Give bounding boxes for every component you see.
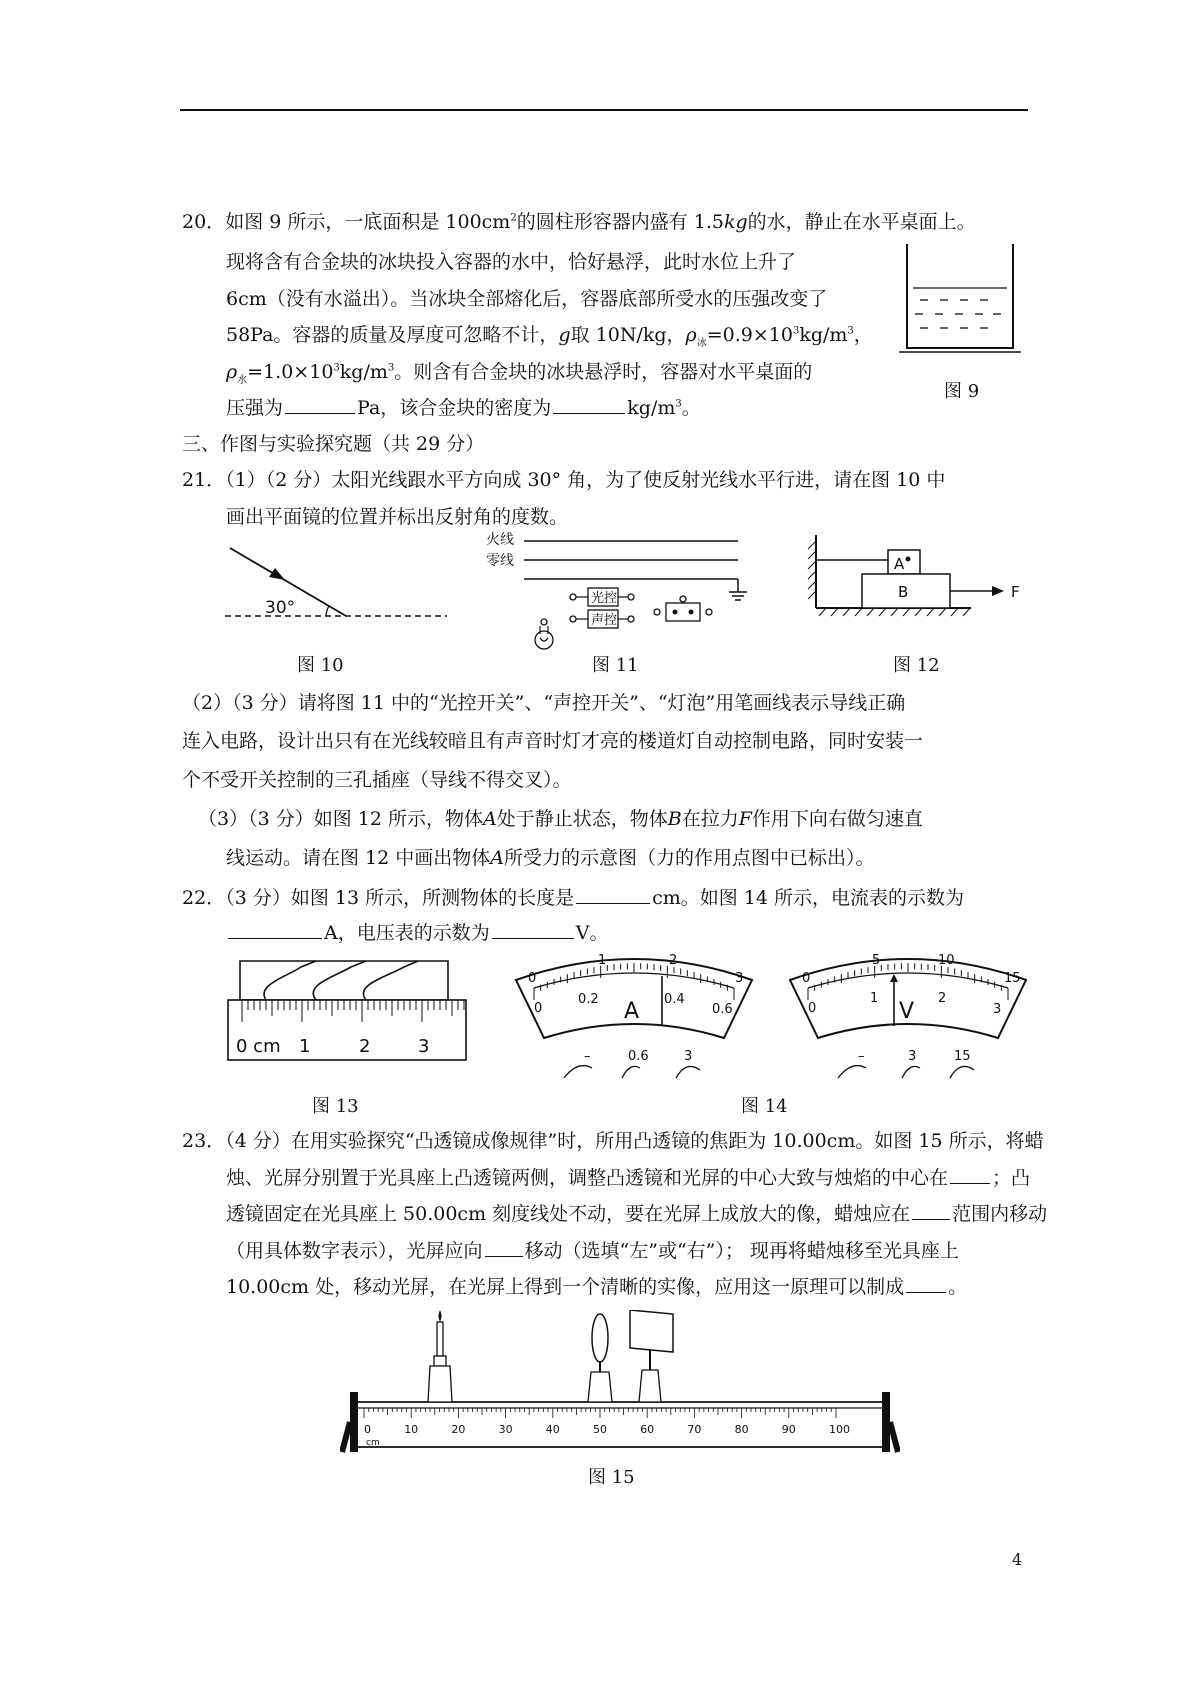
bench-label: 30	[498, 1423, 513, 1436]
figure-10-sunlight	[225, 540, 450, 620]
svg-text:3: 3	[908, 1049, 917, 1064]
figure-9-container	[895, 240, 1025, 370]
bench-unit: cm	[366, 1438, 380, 1448]
q21-part3-line-2: 线运动。请在图 12 中画出物体A所受力的示意图（力的作用点图中已标出）。	[226, 847, 875, 869]
live-wire-label: 火线	[486, 532, 514, 548]
figure-15-caption: 图 15	[588, 1467, 635, 1488]
voltmeter-symbol: V	[899, 999, 915, 1024]
q21-part2-line-3: 个不受开关控制的三孔插座（导线不得交叉）。	[182, 769, 572, 791]
answer-blank-direction[interactable]	[485, 1238, 523, 1257]
q20-line-4: 58Pa。容器的质量及厚度可忽略不计，g取 10N/kg，$\rho_冰=0.9\times 10^3kg/m^3$，	[226, 324, 873, 349]
figure-9-caption: 图 9	[944, 381, 980, 402]
answer-blank-pressure[interactable]	[285, 395, 355, 414]
neutral-wire-label: 零线	[486, 553, 514, 569]
answer-blank-density[interactable]	[553, 395, 625, 414]
svg-text:10: 10	[938, 953, 955, 968]
q21-line-2: 画出平面镜的位置并标出反射角的度数。	[226, 506, 569, 528]
bulb-icon	[535, 619, 553, 649]
q21-line-1: 21．（1）（2 分）太阳光线跟水平方向成 30° 角，为了使反射光线水平行进，请在图 10 中	[182, 469, 946, 491]
page-number: 4	[1012, 1550, 1023, 1569]
q20-line-1: 20．如图 9 所示，一底面积是 $100cm^2$的圆柱形容器内盛有 1.5kg的水，静止在水平桌面上。	[182, 211, 976, 233]
figure-14-voltmeter	[786, 950, 1031, 1085]
svg-text:光控: 光控	[591, 591, 618, 606]
q22-line-1: 22．（3 分）如图 13 所示，所测物体的长度是 cm。如图 14 所示，电流表的示数为	[182, 887, 964, 909]
svg-text:A: A	[894, 555, 905, 573]
answer-blank-height[interactable]	[950, 1165, 990, 1184]
q22-line-2: A，电压表的示数为 V。	[226, 920, 608, 946]
bench-label: 80	[734, 1423, 749, 1436]
svg-text:声控: 声控	[591, 613, 618, 628]
ammeter-symbol: A	[624, 999, 640, 1024]
q23-line-4: （用具体数字表示），光屏应向 移动（选填“左”或“右”）； 现再将蜡烛移至光具座上	[226, 1240, 959, 1262]
bench-label: 20	[451, 1423, 466, 1436]
figure-15-optical-bench	[340, 1310, 900, 1460]
candle-icon	[428, 1310, 452, 1402]
figure-11-circuit	[468, 530, 748, 660]
svg-text:F: F	[1011, 583, 1020, 601]
svg-text:2: 2	[938, 991, 947, 1006]
bench-label: 40	[545, 1423, 560, 1436]
light-control-switch	[570, 588, 634, 606]
svg-text:2: 2	[669, 953, 678, 968]
svg-text:3: 3	[735, 971, 744, 986]
figure-13-caption: 图 13	[312, 1096, 359, 1117]
svg-text:0: 0	[808, 1001, 817, 1016]
svg-text:0: 0	[534, 1001, 543, 1016]
svg-text:1: 1	[598, 953, 607, 968]
figure-10-angle-label: 30°	[265, 598, 296, 618]
answer-blank-voltage[interactable]	[492, 920, 574, 939]
bench-label: 50	[593, 1423, 607, 1436]
q20-line-2: 现将含有合金块的冰块投入容器的水中，恰好悬浮，此时水位上升了	[226, 251, 797, 273]
three-hole-socket	[654, 596, 712, 621]
answer-blank-range[interactable]	[912, 1201, 950, 1220]
svg-text:15: 15	[1004, 971, 1021, 986]
svg-text:0.6: 0.6	[712, 1002, 733, 1017]
q23-line-3: 透镜固定在光具座上 50.00cm 刻度线处不动，要在光屏上成放大的像，蜡烛应在 范围内移动	[226, 1203, 1048, 1225]
figure-14-caption: 图 14	[741, 1096, 788, 1117]
sound-control-switch	[570, 610, 634, 628]
figure-13-ruler	[226, 955, 471, 1065]
convex-lens-icon	[588, 1314, 612, 1402]
svg-text:15: 15	[954, 1049, 971, 1064]
svg-text:0.2: 0.2	[578, 992, 599, 1007]
bench-label: 10	[404, 1423, 419, 1436]
figure-11-caption: 图 11	[592, 655, 639, 676]
svg-text:B: B	[898, 583, 909, 601]
svg-text:–: –	[858, 1049, 865, 1064]
figure-10-caption: 图 10	[297, 655, 344, 676]
figure-14-ammeter	[512, 950, 757, 1085]
svg-text:3: 3	[684, 1049, 693, 1064]
q21-part3-line-1: （3）（3 分）如图 12 所示，物体A处于静止状态，物体B在拉力F作用下向右做匀速直	[198, 808, 923, 830]
light-screen-icon	[630, 1310, 673, 1402]
figure-12-caption: 图 12	[893, 655, 940, 676]
answer-blank-device[interactable]	[906, 1274, 946, 1293]
svg-text:0.6: 0.6	[628, 1049, 649, 1064]
bench-label: 60	[640, 1423, 655, 1436]
q20-line-6: 压强为 Pa，该合金块的密度为 $kg/m^3$。	[226, 397, 701, 419]
svg-text:1: 1	[870, 991, 879, 1006]
q23-line-1: 23．（4 分）在用实验探究“凸透镜成像规律”时，所用凸透镜的焦距为 10.00cm。如图 15 所示，将蜡	[182, 1130, 1044, 1152]
answer-blank-length[interactable]	[576, 885, 650, 904]
q23-line-2: 烛、光屏分别置于光具座上凸透镜两侧，调整凸透镜和光屏的中心大致与烛焰的中心在 ；凸	[226, 1167, 1031, 1189]
svg-text:–: –	[584, 1049, 591, 1064]
svg-text:0.4: 0.4	[664, 992, 685, 1007]
bench-label: 0	[364, 1423, 371, 1436]
svg-text:0: 0	[528, 971, 537, 986]
q21-part2-line-1: （2）（3 分）请将图 11 中的“光控开关”、“声控开关”、“灯泡”用笔画线表示导线正确	[182, 692, 906, 714]
ruler-label-2: 2	[359, 1036, 371, 1057]
q20-line-5: $\rho_水=1.0\times 10^3kg/m^3$。则含有合金块的冰块悬浮时，容器对水平桌面的	[226, 361, 813, 386]
svg-text:3: 3	[993, 1002, 1002, 1017]
q20-line-3: 6cm（没有水溢出）。当冰块全部熔化后，容器底部所受水的压强改变了	[226, 288, 828, 310]
section-heading: 三、作图与实验探究题（共 29 分）	[182, 433, 485, 455]
header-rule	[180, 109, 1028, 111]
bench-label: 90	[781, 1423, 796, 1436]
q21-part2-line-2: 连入电路，设计出只有在光线较暗且有声音时灯才亮的楼道灯自动控制电路，同时安装一	[182, 730, 924, 752]
bench-label: 70	[687, 1423, 702, 1436]
figure-12-blocks	[806, 533, 1036, 618]
answer-blank-current[interactable]	[228, 920, 322, 939]
ruler-label-1: 1	[299, 1036, 311, 1057]
ruler-label-3: 3	[418, 1036, 430, 1057]
bench-label: 100	[829, 1423, 850, 1436]
ruler-label-0: 0 cm	[236, 1036, 281, 1057]
svg-text:0: 0	[802, 971, 811, 986]
svg-text:5: 5	[872, 953, 881, 968]
q23-line-5: 10.00cm 处，移动光屏，在光屏上得到一个清晰的实像，应用这一原理可以制成 。	[226, 1276, 968, 1298]
